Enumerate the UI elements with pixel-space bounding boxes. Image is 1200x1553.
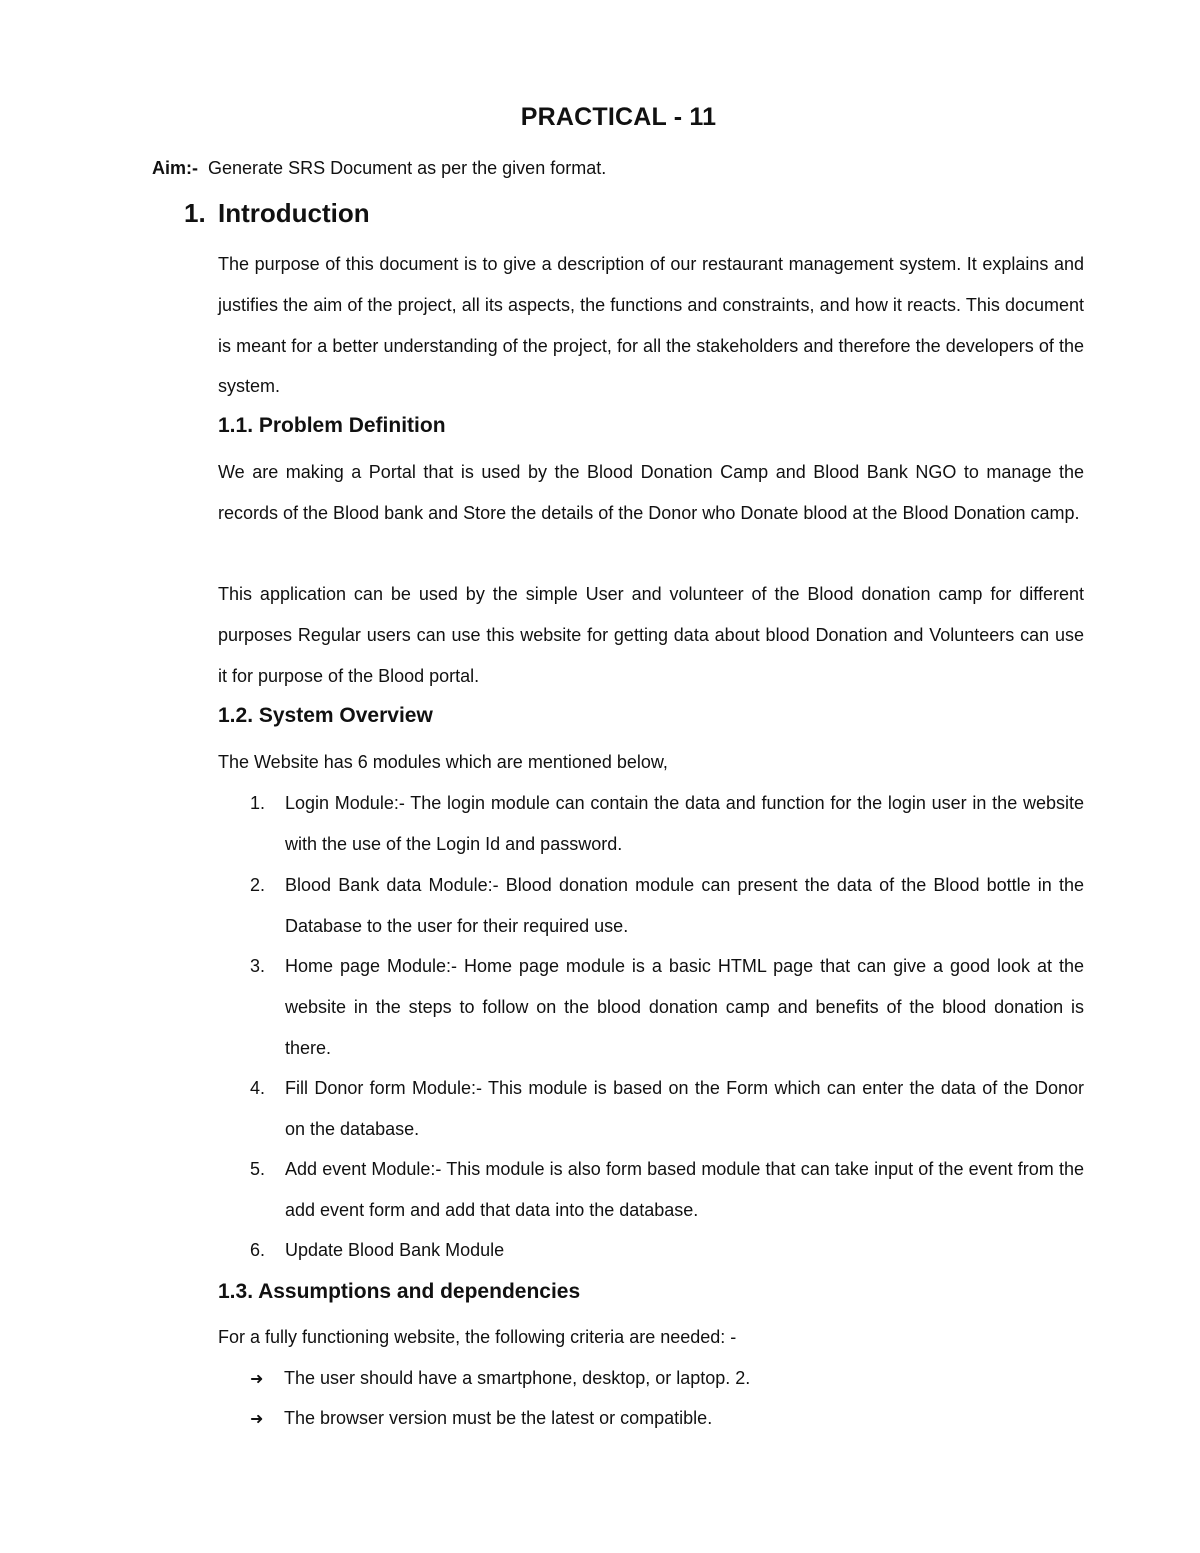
assumption-bullet-1 bbox=[250, 1368, 750, 1389]
arrow-right-icon: ➜ bbox=[250, 1369, 264, 1388]
aim-label: Aim:- bbox=[152, 158, 198, 178]
module-number: 6. bbox=[250, 1240, 266, 1260]
module-item-5 bbox=[250, 1149, 1084, 1231]
module-text: Add event Module:- This module is also form based module that can take input of the event from the add event form and add that data into the database. bbox=[285, 1159, 1084, 1220]
assumptions-intro: For a fully functioning website, the following criteria are needed: - bbox=[218, 1327, 737, 1347]
module-text: Home page Module:- Home page module is a basic HTML page that can give a good look at the website in the steps to follow on the blood donation camp and benefits of the blood donation is there. bbox=[285, 956, 1084, 1058]
module-item-3 bbox=[250, 946, 1084, 1068]
assumptions-heading: 1.3. Assumptions and dependencies bbox=[218, 1280, 581, 1303]
assumption-bullet-2 bbox=[250, 1408, 712, 1429]
introduction-paragraph: The purpose of this document is to give a description of our restaurant management system. It explains and justifies the aim of the project, all its aspects, the functions and constraints, and how it reacts. This document is meant for a better understanding of the project, for all the stakeholders and therefore the developers of the system. bbox=[218, 254, 1084, 397]
system-overview-heading: 1.2. System Overview bbox=[218, 704, 433, 727]
introduction-heading-text: Introduction bbox=[218, 198, 370, 228]
assumption-text: The browser version must be the latest or compatible. bbox=[284, 1408, 713, 1428]
problem-definition-paragraph-2: This application can be used by the simple User and volunteer of the Blood donation camp for different purposes Regular users can use this website for getting data about blood Donation and Volunteers can use it for purpose of the Blood portal. bbox=[218, 584, 1084, 686]
module-number: 4. bbox=[250, 1078, 266, 1098]
assumption-text: The user should have a smartphone, desktop, or laptop. 2. bbox=[284, 1368, 751, 1388]
module-item-6 bbox=[250, 1230, 1084, 1271]
module-number: 3. bbox=[250, 956, 266, 976]
arrow-right-icon: ➜ bbox=[250, 1409, 264, 1428]
module-text: Blood Bank data Module:- Blood donation module can present the data of the Blood bottle in the Database to the user for their required use. bbox=[285, 875, 1084, 936]
introduction-number: 1. bbox=[184, 198, 206, 228]
problem-definition-paragraph-1: We are making a Portal that is used by the Blood Donation Camp and Blood Bank NGO to manage the records of the Blood bank and Store the details of the Donor who Donate blood at the Blood Donation camp. bbox=[218, 462, 1084, 523]
module-item-1 bbox=[250, 783, 1084, 865]
introduction-heading bbox=[184, 198, 370, 229]
problem-definition-heading: 1.1. Problem Definition bbox=[218, 414, 446, 437]
module-number: 5. bbox=[250, 1159, 266, 1179]
aim-line bbox=[152, 158, 606, 179]
module-number: 2. bbox=[250, 875, 266, 895]
system-overview-intro: The Website has 6 modules which are mentioned below, bbox=[218, 752, 668, 772]
aim-text: Generate SRS Document as per the given format. bbox=[208, 158, 607, 178]
module-text: Fill Donor form Module:- This module is based on the Form which can enter the data of the Donor on the database. bbox=[285, 1078, 1084, 1139]
module-item-2 bbox=[250, 865, 1084, 947]
module-number: 1. bbox=[250, 793, 266, 813]
module-item-4 bbox=[250, 1068, 1084, 1150]
module-text: Login Module:- The login module can contain the data and function for the login user in the website with the use of the Login Id and password. bbox=[285, 793, 1084, 854]
module-text: Update Blood Bank Module bbox=[285, 1240, 505, 1260]
page-title: PRACTICAL - 11 bbox=[520, 103, 717, 131]
